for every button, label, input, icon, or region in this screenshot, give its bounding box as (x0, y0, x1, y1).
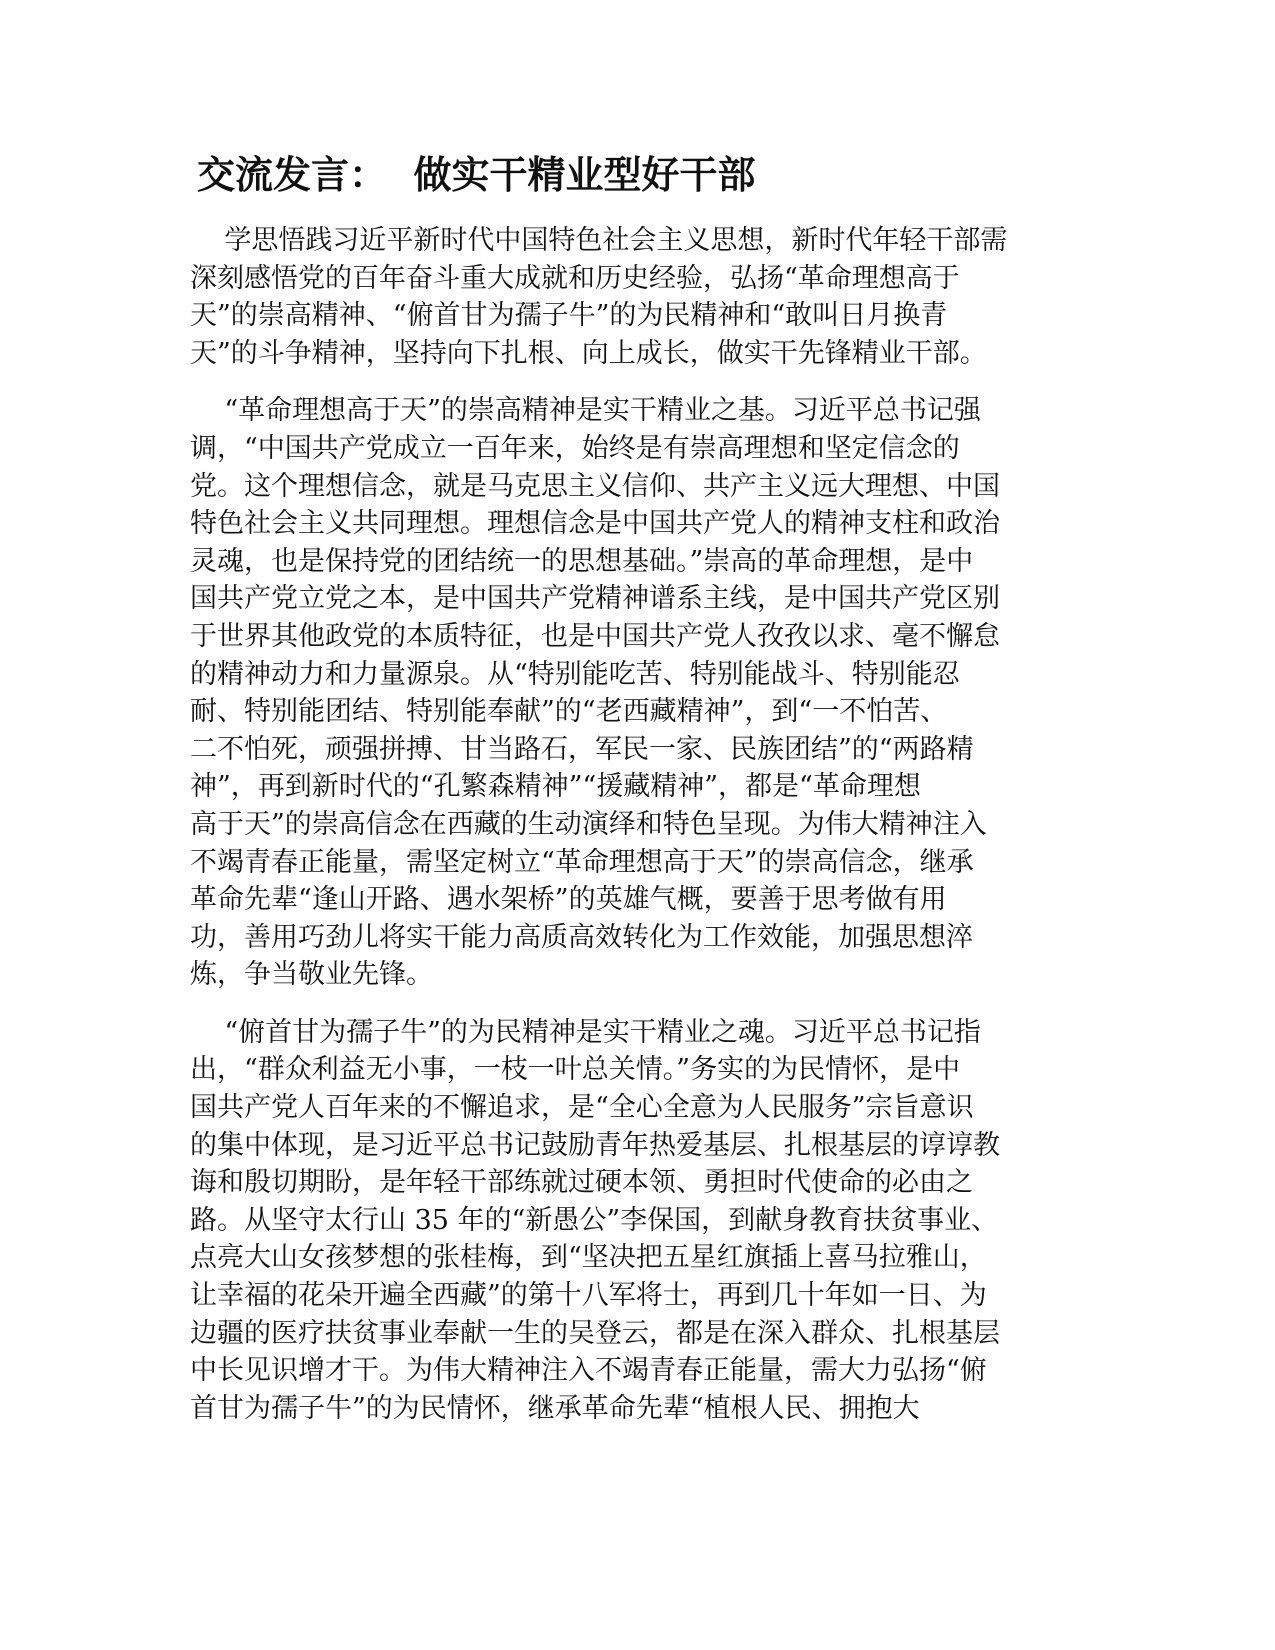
text-line: 中长见识增才干。为伟大精神注入不竭青春正能量，需大力弘扬“俯 (190, 1355, 987, 1387)
text-line: “俯首甘为孺子牛”的为民精神是实干精业之魂。习近平总书记指 (190, 1016, 981, 1048)
document-body (190, 222, 1070, 1447)
text-line: 点亮大山女孩梦想的张桂梅，到“坚决把五星红旗插上喜马拉雅山， (190, 1242, 987, 1274)
text-line: 炼，争当敬业先锋。 (190, 959, 433, 991)
text-line: 高于天”的崇高信念在西藏的生动演绎和特色呈现。为伟大精神注入 (190, 808, 987, 840)
text-line: 国共产党立党之本，是中国共产党精神谱系主线，是中国共产党区别 (190, 583, 1000, 615)
paragraph-lofty-spirit (190, 392, 1070, 994)
text-line: 调，“中国共产党成立一百年来，始终是有崇高理想和坚定信念的 (190, 432, 960, 464)
paragraph-people-spirit (190, 1014, 1070, 1428)
text-line: 耐、特别能团结、特别能奉献”的“老西藏精神”，到“一不怕苦、 (190, 696, 948, 728)
text-line: 诲和殷切期盼，是年轻干部练就过硬本领、勇担时代使命的必由之 (190, 1167, 973, 1199)
text-line: 天”的斗争精神，坚持向下扎根、向上成长，做实干先锋精业干部。 (190, 337, 987, 369)
text-line: 特色社会主义共同理想。理想信念是中国共产党人的精神支柱和政治 (190, 508, 1000, 540)
text-line: 的集中体现，是习近平总书记鼓励青年热爱基层、扎根基层的谆谆教 (190, 1129, 1000, 1161)
paragraph-intro (190, 222, 1070, 372)
text-line: “革命理想高于天”的崇高精神是实干精业之基。习近平总书记强 (190, 395, 981, 427)
text-line: 灵魂，也是保持党的团结统一的思想基础。”崇高的革命理想，是中 (190, 545, 974, 577)
text-line: 学思悟践习近平新时代中国特色社会主义思想，新时代年轻干部需 (190, 225, 1008, 256)
text-line: 的精神动力和力量源泉。从“特别能吃苦、特别能战斗、特别能忍 (190, 658, 960, 690)
text-line: 党。这个理想信念，就是马克思主义信仰、共产主义远大理想、中国 (190, 470, 1000, 502)
text-line: 路。从坚守太行山 35 年的“新愚公”李保国，到献身教育扶贫事业、 (190, 1204, 999, 1236)
text-line: 不竭青春正能量，需坚定树立“革命理想高于天”的崇高信念，继承 (190, 846, 974, 878)
document-title: 交流发言： 做实干精业型好干部 (197, 153, 756, 197)
text-line: 出，“群众利益无小事，一枝一叶总关情。”务实的为民情怀，是中 (190, 1054, 961, 1086)
text-line: 深刻感悟党的百年奋斗重大成就和历史经验，弘扬“革命理想高于 (190, 262, 960, 294)
text-line: 神”，再到新时代的“孔繁森精神”“援藏精神”，都是“革命理想 (190, 771, 921, 803)
text-line: 国共产党人百年来的不懈追求，是“全心全意为人民服务”宗旨意识 (190, 1092, 974, 1124)
text-line: 让幸福的花朵开遍全西藏”的第十八军将士，再到几十年如一日、为 (190, 1280, 987, 1312)
text-line: 革命先辈“逢山开路、遇水架桥”的英雄气概，要善于思考做有用 (190, 884, 947, 916)
text-line: 二不怕死，顽强拼搏、甘当路石，军民一家、民族团结”的“两路精 (190, 733, 974, 765)
text-line: 天”的崇高精神、“俯首甘为孺子牛”的为民精神和“敢叫日月换青 (190, 300, 948, 332)
text-line: 边疆的医疗扶贫事业奉献一生的吴登云，都是在深入群众、扎根基层 (190, 1317, 1000, 1349)
text-line: 于世界其他政党的本质特征，也是中国共产党人孜孜以求、毫不懈怠 (190, 620, 1000, 652)
text-line: 首甘为孺子牛”的为民情怀，继承革命先辈“植根人民、拥抱大 (190, 1392, 920, 1424)
text-line: 功，善用巧劲儿将实干能力高质高效转化为工作效能，加强思想淬 (190, 921, 973, 953)
